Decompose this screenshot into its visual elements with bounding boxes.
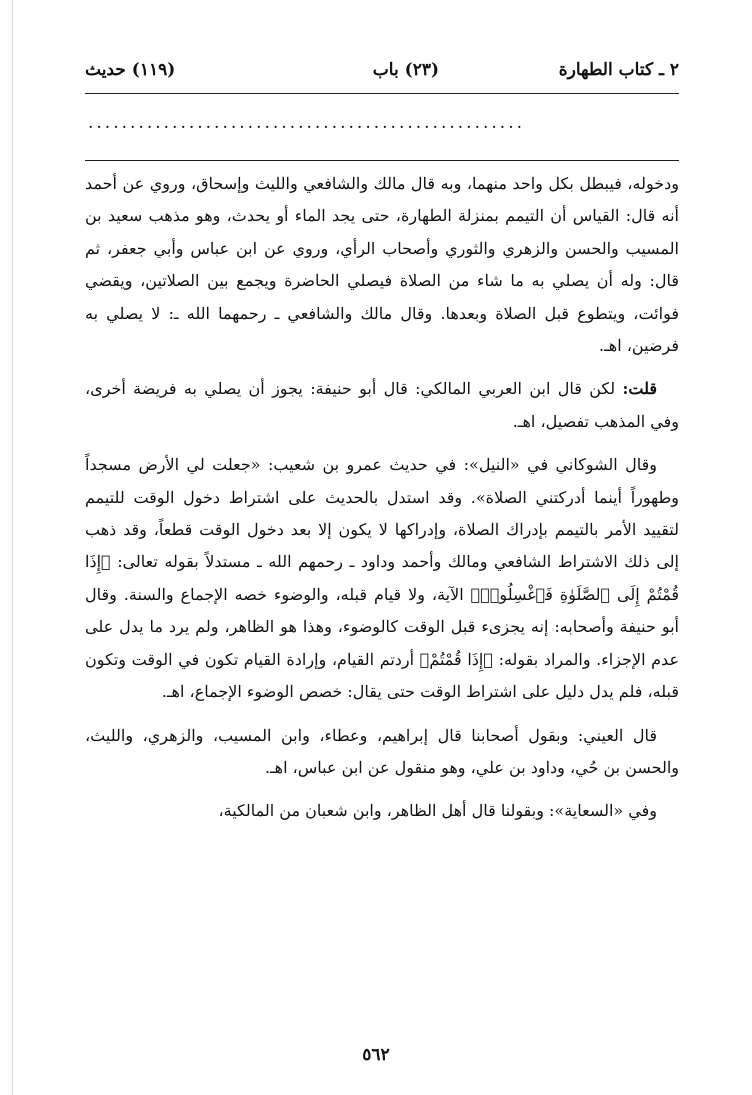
header-chapter-title: ٢ ـ كتاب الطهارة <box>558 60 679 80</box>
header-bab-number: (٢٣) باب <box>372 60 439 80</box>
paragraph-2 <box>85 373 679 438</box>
paragraph-2-text: لكن قال ابن العربي المالكي: قال أبو حنيفة: يجوز أن يصلي به فريضة أخرى، وفي المذهب تفصيل، اهـ. <box>85 379 679 431</box>
qult-label: قلت: <box>622 379 658 399</box>
paragraph-4: قال العيني: وبقول أصحابنا قال إبراهيم، وعطاء، وابن المسيب، والزهري، والليث، والحسن بن حُي، وداود بن علي، وهو منقول عن ابن عباس، اهـ. <box>85 725 679 777</box>
paragraph-5: وفي «السعاية»: وبقولنا قال أهل الظاهر، وابن شعبان من المالكية، <box>218 801 657 821</box>
page-number: ٥٦٢ <box>362 1045 390 1065</box>
omission-dots: .................................................... <box>88 113 525 133</box>
paragraph-3: وقال الشوكاني في «النيل»: في حديث عمرو بن شعيب: «جعلت لي الأرض مسجداً وطهوراً أينما أدركتني الصلاة». وقد استدل بالحديث على اشتراط دخول الوقت للتيمم لتقييد الأمر بالتيمم بإدراك الصلاة، وإدراكها لا يكون إلا بعد دخول الوقت قطعاً، وقد ذهب إلى ذلك الاشتراط الشافعي ومالك وأحمد وداود ـ رحمهم الله ـ مستدلاً بقوله تعالى: ﴿إِذَا قُمْتُمْ إِلَى ٱلصَّلَوٰةِ فَٱغْسِلُوا۟﴾ الآية، ولا قيام قبله، والوضوء خصه الإجماع والسنة. وقال أبو حنيفة وأصحابه: إنه يجزىء قبل الوقت كالوضوء، وهذا هو الظاهر، ولم يرد ما يدل على عدم الإجزاء. والمراد بقوله: ﴿إِذَا قُمْتُمْ﴾ أردتم القيام، وإرادة القيام تكون في الوقت وتكون قبله، فلم يدل دليل على اشتراط الوقت حتى يقال: خصص الوضوء الإجماع، اهـ. <box>85 455 680 702</box>
page-edge-line <box>12 0 13 1095</box>
body-text <box>85 168 679 828</box>
header-hadith-number: (١١٩) حديث <box>85 60 176 80</box>
paragraph-1: ودخوله، فيبطل بكل واحد منهما، وبه قال مالك والشافعي والليث وإسحاق، وروي عن أحمد أنه قال: القياس أن التيمم بمنزلة الطهارة، حتى يجد الماء أو يحدث، وهو مذهب سعيد بن المسيب والحسن والزهري والثوري وأصحاب الرأي، وروي عن ابن عباس وأبي جعفر، ثم قال: وله أن يصلي به ما شاء من الصلاة فيصلي الحاضرة ويجمع بين الصلاتين، ويقضي فوائت، ويتطوع قبل الصلاة وبعدها. وقال مالك والشافعي ـ رحمهما الله ـ: لا يصلي به فرضين، اهـ. <box>85 174 679 356</box>
header-divider <box>85 93 679 94</box>
section-divider <box>85 160 679 161</box>
running-header <box>85 60 679 90</box>
